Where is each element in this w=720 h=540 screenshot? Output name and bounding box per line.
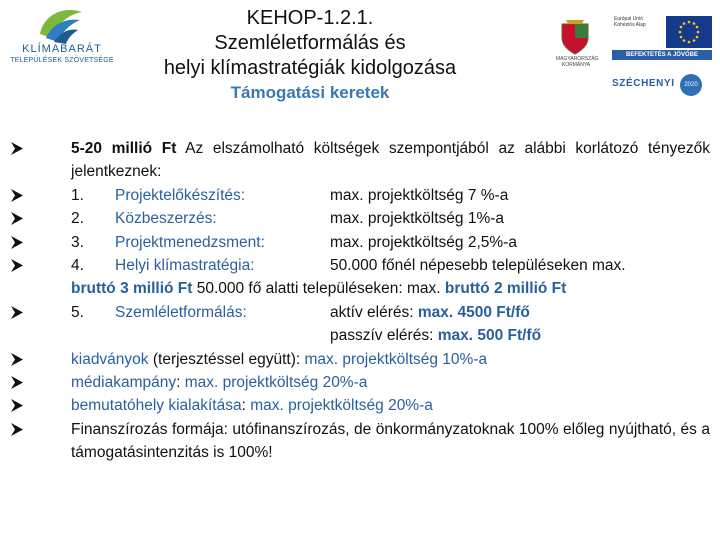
kiadvanyok-value: max. projektköltség 10%-a — [304, 350, 488, 368]
active-reach-label: aktív elérés: — [330, 303, 418, 321]
bullet-item-1 — [10, 184, 710, 207]
arrow-bullet-icon — [10, 211, 24, 226]
amount-large-towns: bruttó 3 millió Ft — [71, 280, 193, 298]
media-label: médiakampány — [71, 374, 177, 392]
active-reach-value: max. 4500 Ft/fő — [417, 303, 530, 321]
passive-reach-line — [10, 324, 710, 347]
item-number: 1. — [71, 186, 84, 204]
item-4-continuation — [10, 277, 710, 300]
kiadvanyok-text: (terjesztéssel együtt): — [148, 350, 305, 368]
arrow-bullet-icon — [10, 422, 24, 437]
item-number: 5. — [71, 303, 84, 321]
leaf-swirl-icon — [34, 4, 88, 44]
item-value: max. projektköltség 1%-a — [330, 210, 505, 228]
klimabarat-name: KLÍMABARÁT — [22, 43, 102, 55]
arrow-bullet-icon — [10, 188, 24, 203]
arrow-bullet-icon — [10, 258, 24, 273]
title-line-1: KEHOP-1.2.1. — [246, 7, 374, 29]
item-label: Szemléletformálás: — [115, 303, 247, 321]
bullet-item-2 — [10, 207, 710, 230]
item-4-mid-text: 50.000 fő alatti településeken: max. — [192, 280, 445, 298]
eu-flag-icon — [666, 16, 712, 48]
title-line-2: Szemléletformálás és — [214, 32, 406, 54]
arrow-bullet-icon — [10, 375, 24, 390]
item-value: max. projektköltség 2,5%-a — [330, 233, 517, 251]
arrow-bullet-icon — [10, 305, 24, 320]
item-label: Közbeszerzés: — [115, 210, 217, 228]
item-label: Helyi klímastratégia: — [115, 257, 255, 275]
amount-small-towns: bruttó 2 millió Ft — [444, 280, 567, 298]
item-label: Projektelőkészítés: — [115, 186, 246, 204]
bullet-item-4 — [10, 254, 710, 277]
klimabarat-logo — [4, 4, 120, 74]
arrow-bullet-icon — [10, 398, 24, 413]
item-value: max. projektköltség 7 %-a — [330, 186, 509, 204]
slide-title-block — [120, 6, 500, 104]
invest-banner: BEFEKTETÉS A JÖVŐBE — [612, 50, 712, 60]
item-number: 3. — [71, 233, 84, 251]
arrow-bullet-icon — [10, 235, 24, 250]
media-value: max. projektköltség 20%-a — [184, 374, 368, 392]
klimabarat-sub: TELEPÜLÉSEK SZÖVETSÉGE — [10, 57, 114, 64]
finance-text: Finanszírozás formája: utófinanszírozás, de önkormányzatoknak 100% előleg nyújtható, és a támogatásintenzitás is 100%! — [71, 420, 710, 462]
bemutato-value: max. projektköltség 20%-a — [250, 397, 433, 415]
media-text: : — [176, 374, 185, 392]
item-number: 2. — [71, 210, 84, 228]
slide-body — [10, 137, 710, 465]
bemutato-label: bemutatóhely kialakítása — [71, 397, 242, 415]
slide-subtitle: Támogatási keretek — [230, 83, 390, 102]
coat-of-arms-icon — [558, 16, 592, 56]
szechenyi-2020-badge: 2020 — [680, 74, 702, 96]
kiadvanyok-label: kiadványok — [71, 350, 149, 368]
bullet-media — [10, 371, 710, 394]
passive-reach-value: max. 500 Ft/fő — [437, 327, 542, 345]
title-line-3: helyi klímastratégiák kidolgozása — [163, 57, 457, 79]
bullet-bemutato — [10, 394, 710, 417]
bullet-intro — [10, 137, 710, 184]
szechenyi-label: SZÉCHENYI — [612, 78, 675, 89]
hu-gov-label: MAGYARORSZÁG KORMÁNYA — [556, 56, 599, 68]
intro-amount: 5-20 millió Ft — [71, 140, 177, 157]
bullet-item-3 — [10, 231, 710, 254]
intro-text: Az elszámolható költségek szempontjából az alábbi korlátozó tényezők jelentkeznek: — [71, 140, 710, 181]
item-number: 4. — [71, 257, 84, 275]
bullet-item-5 — [10, 301, 710, 324]
arrow-bullet-icon — [10, 141, 24, 156]
bullet-kiadvanyok — [10, 348, 710, 371]
item-label: Projektmenedzsment: — [115, 233, 265, 251]
arrow-bullet-icon — [10, 352, 24, 367]
funding-logos — [556, 10, 716, 105]
bullet-finance — [10, 418, 710, 465]
item-value: 50.000 főnél népesebb településeken max. — [330, 257, 626, 275]
eu-fund-label: Európai Unió Kohéziós Alap — [614, 16, 646, 28]
passive-reach-label: passzív elérés: — [330, 327, 438, 345]
bemutato-text: : — [241, 397, 251, 415]
